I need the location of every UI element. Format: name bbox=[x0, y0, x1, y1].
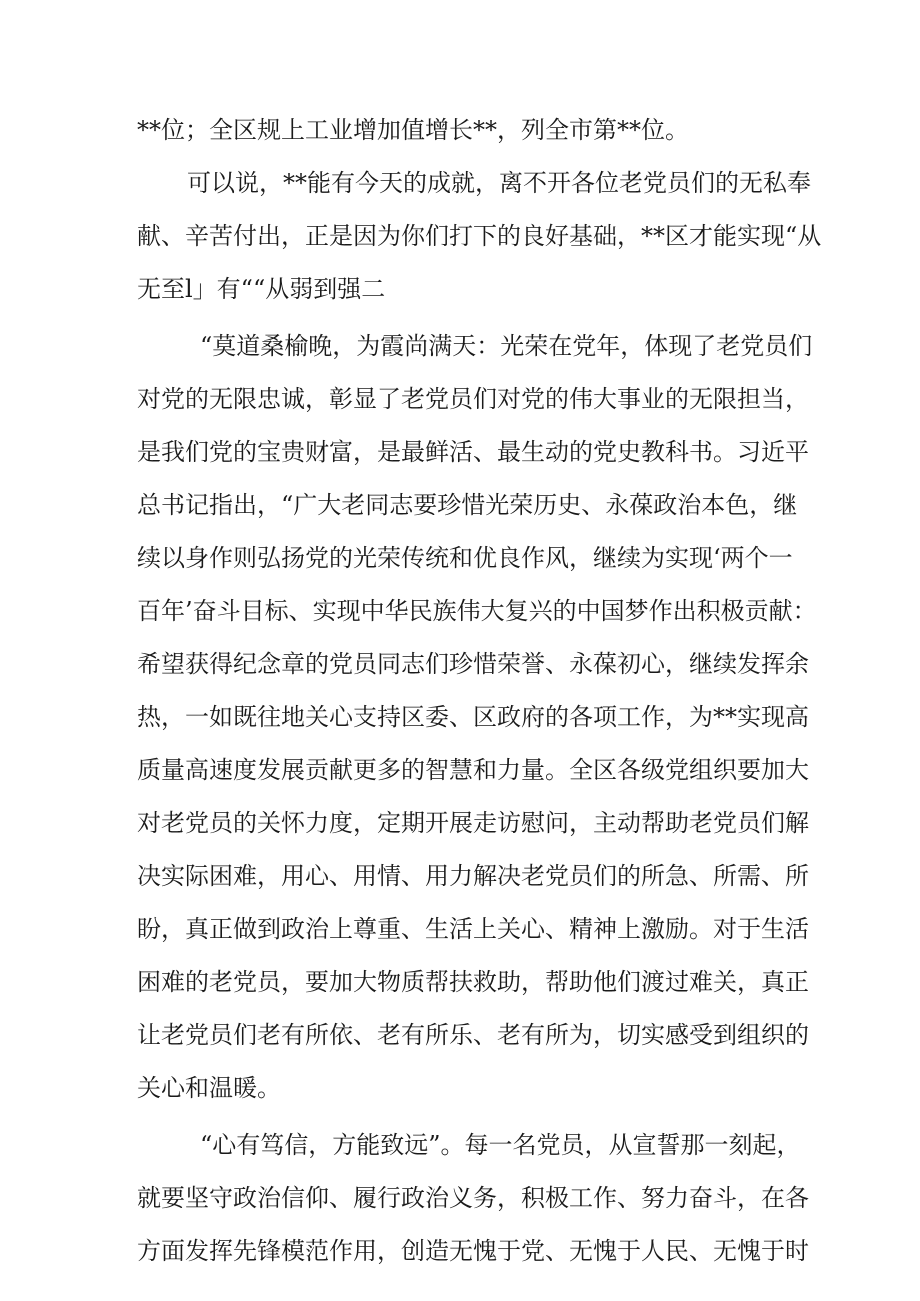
paragraph-start-line: “莫道桑榆晚，为霞尚满天：光荣在党年，体现了老党员们 bbox=[200, 332, 813, 360]
text-line: 决实际困难，用心、用情、用力解决老党员们的所急、所需、所 bbox=[137, 862, 809, 890]
text-line: 让老党员们老有所依、老有所乐、老有所为，切实感受到组织的 bbox=[137, 1021, 809, 1049]
text-line: 献、辛苦付出，正是因为你们打下的良好基础，**区才能实现“从 bbox=[137, 222, 822, 250]
text-line: 总书记指出，“广大老同志要珍惜光荣历史、永葆政治本色，继 bbox=[137, 491, 798, 519]
text-line: 续以身作则弘扬党的光荣传统和优良作风，继续为实现‘两个一 bbox=[137, 544, 793, 572]
text-line: 无至l」有““从弱到强二 bbox=[137, 275, 386, 303]
text-line: 希望获得纪念章的党员同志们珍惜荣誉、永葆初心，继续发挥余 bbox=[137, 650, 809, 678]
text-line: 是我们党的宝贵财富，是最鲜活、最生动的党史教科书。习近平 bbox=[137, 438, 809, 466]
text-line: 就要坚守政治信仰、履行政治义务，积极工作、努力奋斗，在各 bbox=[137, 1184, 809, 1212]
paragraph-start-line: 可以说，**能有今天的成就，离不开各位老党员们的无私奉 bbox=[187, 169, 811, 197]
text-line: 方面发挥先锋模范作用，创造无愧于党、无愧于人民、无愧于时 bbox=[137, 1237, 809, 1265]
text-line: **位；全区规上工业增加值增长**，列全市第**位。 bbox=[137, 116, 689, 144]
text-line: 对党的无限忠诚，彰显了老党员们对党的伟大事业的无限担当， bbox=[137, 385, 809, 413]
text-line: 困难的老党员，要加大物质帮扶救助，帮助他们渡过难关，真正 bbox=[137, 968, 809, 996]
text-line: 盼，真正做到政治上尊重、生活上关心、精神上激励。对于生活 bbox=[137, 915, 809, 943]
text-line: 百年’奋斗目标、实现中华民族伟大复兴的中国梦作出积极贡献： bbox=[137, 597, 817, 625]
text-line: 对老党员的关怀力度，定期开展走访慰问，主动帮助老党员们解 bbox=[137, 809, 809, 837]
paragraph-start-line: “心有笃信，方能致远”。每一名党员，从宣誓那一刻起， bbox=[200, 1131, 801, 1159]
text-line: 质量高速度发展贡献更多的智慧和力量。全区各级党组织要加大 bbox=[137, 756, 809, 784]
text-line: 关心和温暖。 bbox=[137, 1074, 281, 1102]
text-line: 热，一如既往地关心支持区委、区政府的各项工作，为**实现高 bbox=[137, 703, 809, 731]
